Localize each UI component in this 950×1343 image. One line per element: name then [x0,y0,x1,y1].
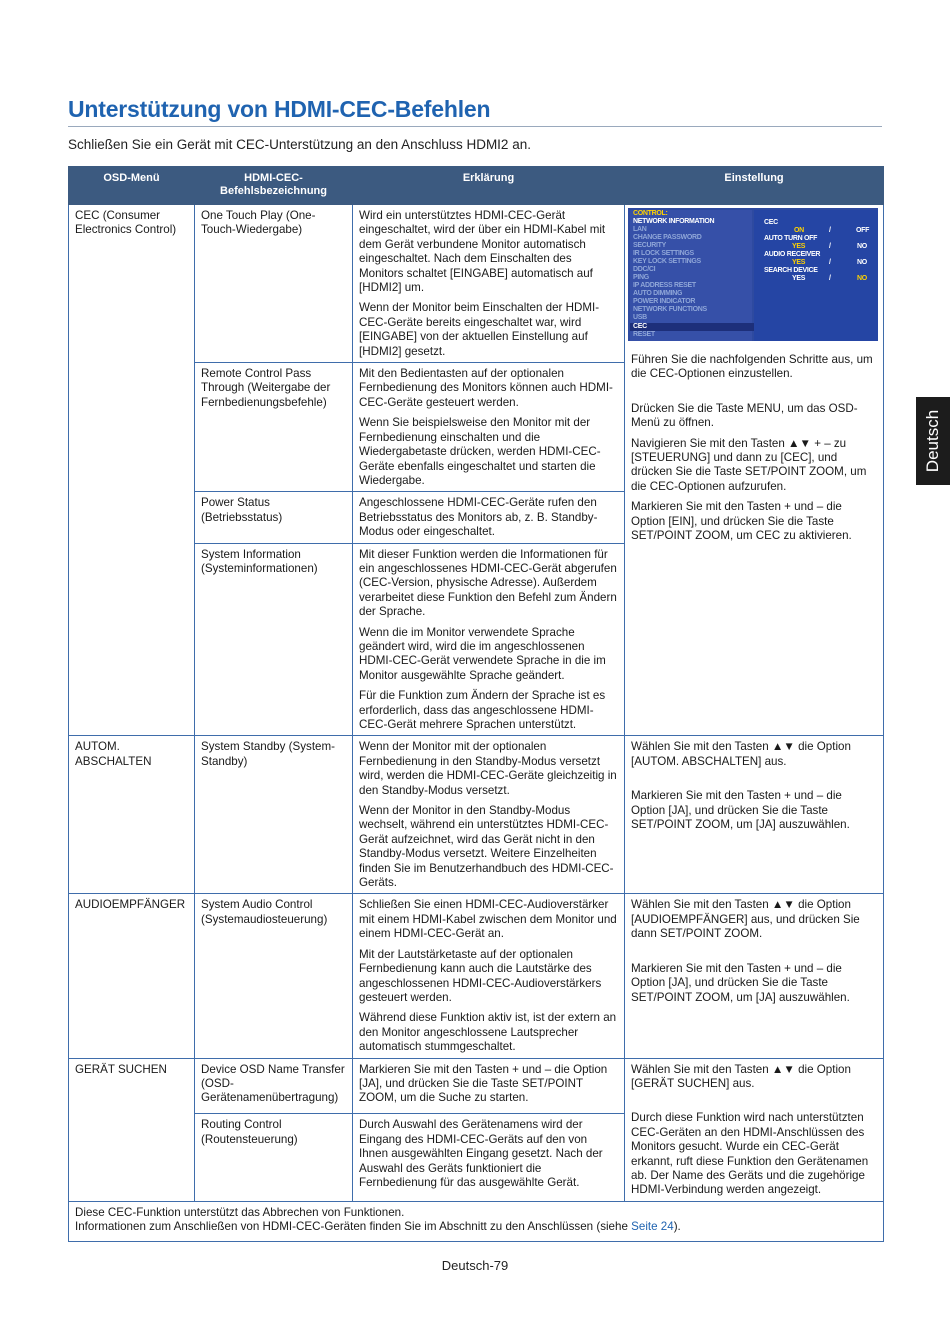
cmd-cell: Routing Control (Routensteuerung) [195,1114,353,1201]
setting-cell [625,736,884,894]
osd-cell-audio: AUDIOEMPFÄNGER [69,894,195,1058]
desc-cell [353,894,625,1058]
cmd-cell: Device OSD Name Transfer (OSD-Gerätenamenübertragung) [195,1058,353,1114]
footer-line: Diese CEC-Funktion unterstützt das Abbrechen von Funktionen. [75,1205,405,1219]
page-title: Unterstützung von HDMI-CEC-Befehlen [68,96,491,122]
desc-paragraph: Für die Funktion zum Ändern der Sprache ist es erforderlich, dass das angeschlossene HDMI-CEC-Gerät mehrere Sprachen unterstützt. [359,689,606,731]
desc-paragraph: Wenn die im Monitor verwendete Sprache geändert wird, wird die im angeschlossenen HDMI-CEC-Gerät verwendete Sprache in die im Monitor ausgewählte Sprache geändert. [359,625,606,682]
osd-cec-off: OFF [856,227,870,234]
osd-audio-receiver-label: AUDIO RECEIVER [764,251,821,258]
side-tab-label: Deutsch [923,409,942,473]
desc-paragraph: Mit den Bedientasten auf der optionalen Fernbedienung des Monitors können auch HDMI-CEC-Geräte gesteuert werden. [359,367,613,409]
osd-auto-turn-off-yes: YES [792,243,806,250]
osd-settings-panel [754,210,878,341]
osd-auto-turn-off-no: NO [857,243,867,250]
header-cmd: HDMI-CEC-Befehlsbezeichnung [195,167,353,205]
page-number: Deutsch-79 [441,1258,509,1273]
setting-paragraph: Markieren Sie mit den Tasten + und – die Option [JA], und drücken Sie die Taste SET/POINT ZOOM, um [JA] auszuwählen. [631,789,850,832]
osd-slash: / [829,243,831,250]
cmd-cell: System Standby (System-Standby) [195,736,353,894]
osd-menu-item: CONTROL: [633,210,668,217]
osd-selection-bar [630,323,754,331]
desc-paragraph: Markieren Sie mit den Tasten + und – die Option [JA], und drücken Sie die Taste SET/POINT ZOOM, um die Suche zu starten. [359,1062,608,1105]
setting-paragraph: Navigieren Sie mit den Tasten ▲▼ + – zu [STEUERUNG] und dann zu [CEC], und drücken Sie die Taste SET/POINT ZOOM, um die CEC-Optionen aufzurufen. [631,436,867,493]
osd-search-device-yes: YES [792,275,806,282]
cmd-cell: Remote Control Pass Through (Weitergabe der Fernbedienungsbefehle) [195,363,353,492]
footer-line [75,1220,877,1234]
osd-cell-geraet: GERÄT SUCHEN [69,1058,195,1201]
table-row [69,894,884,1058]
osd-audio-receiver-no: NO [857,259,867,266]
osd-menu-item: CEC [633,323,647,330]
osd-menu-item: PING [633,274,649,281]
osd-slash: / [829,275,831,282]
setting-paragraph: Markieren Sie mit den Tasten + und – die Option [EIN], und drücken Sie die Taste SET/POINT ZOOM, um CEC zu aktivieren. [631,500,852,543]
setting-paragraph: Wählen Sie mit den Tasten ▲▼ die Option [GERÄT SUCHEN] aus. [631,1062,851,1090]
footer-cell [69,1201,884,1241]
osd-menu-item: POWER INDICATOR [633,298,696,305]
osd-screenshot [628,208,878,341]
desc-paragraph: Mit dieser Funktion werden die Informationen für ein angeschlossenes HDMI-CEC-Gerät abgerufen (CEC-Version, physische Adresse). Außerdem verarbeitet diese Funktion den Befehl zum Ändern der Sprache. [359,547,617,619]
setting-paragraph: Drücken Sie die Taste MENU, um das OSD-Menü zu öffnen. [631,401,858,430]
desc-cell [353,205,625,363]
cmd-cell: System Audio Control (Systemaudiosteuerung) [195,894,353,1058]
desc-paragraph: Mit der Lautstärketaste auf der optionalen Fernbedienung kann auch die Lautstärke des angeschlossenen HDMI-CEC-Audioverstärkers gesteuert werden. [359,947,602,1004]
osd-cec-label: CEC [764,219,778,226]
language-side-tab [916,397,950,485]
desc-paragraph: Während diese Funktion aktiv ist, ist der extern an den Monitor angeschlossene Lautsprecher automatisch stummgeschaltet. [359,1011,617,1054]
table-row [69,736,884,894]
page-link[interactable]: Seite 24 [631,1220,674,1234]
subtitle: Schließen Sie ein Gerät mit CEC-Unterstützung an den Anschluss HDMI2 an. [68,137,531,152]
desc-paragraph: Wenn der Monitor mit der optionalen Fernbedienung in den Standby-Modus versetzt wird, werden die HDMI-CEC-Geräte gleichzeitig in den Standby-Modus versetzt. [359,740,617,797]
header-desc: Erklärung [353,167,625,205]
osd-search-device-label: SEARCH DEVICE [764,267,818,274]
osd-menu-item: IP ADDRESS RESET [633,282,696,289]
setting-cell [625,1058,884,1201]
table-row [69,205,884,363]
osd-menu-item: DDC/CI [633,266,656,273]
setting-cell [625,894,884,1058]
table-header-row [69,167,884,205]
desc-paragraph: Durch Auswahl des Gerätenamens wird der Eingang des HDMI-CEC-Geräts auf den von Ihnen ausgewählten Eingang gesetzt. Nach der Auswahl des Geräts funktioniert die Fernbedienung für das ausgewählte Gerät. [359,1118,603,1190]
osd-cec-on: ON [794,227,804,234]
osd-audio-receiver-yes: YES [792,259,806,266]
osd-auto-turn-off-label: AUTO TURN OFF [764,235,818,242]
desc-paragraph: Wenn der Monitor in den Standby-Modus wechselt, während ein unterstütztes HDMI-CEC-Gerät aufzeichnet, wird das Gerät nicht in den Standby-Modus versetzt. Weitere Einzelheiten finden Sie im Benutzerhandbuch des HDMI-CEC-Geräts. [359,804,614,890]
setting-paragraph: Durch diese Funktion wird nach unterstützten CEC-Geräten an den HDMI-Anschlüssen des Monitors gesucht. Wurde ein CEC-Gerät erkannt, ruft diese Funktion den Gerätenamen ab. Der Name des Geräts und die zugehörige HDMI-Verbindung werden angezeigt. [631,1111,869,1197]
osd-menu-item: IR LOCK SETTINGS [633,250,694,257]
cec-table [68,166,884,1242]
osd-menu-item: LAN [633,226,647,233]
title-divider [68,126,882,127]
osd-menu-item: NETWORK FUNCTIONS [633,306,707,313]
desc-paragraph: Angeschlossene HDMI-CEC-Geräte rufen den Betriebsstatus des Monitors ab, z. B. Standby-Modus oder eingeschaltet. [359,496,598,539]
desc-cell [353,543,625,736]
osd-menu-item: SECURITY [633,242,666,249]
setting-paragraph: Markieren Sie mit den Tasten + und – die Option [JA], und drücken Sie die Taste SET/POINT ZOOM, um [JA] auszuwählen. [631,961,850,1004]
cmd-cell: Power Status (Betriebsstatus) [195,492,353,543]
osd-menu-item: RESET [633,331,655,338]
osd-slash: / [829,227,831,234]
footer-text: ). [673,1220,681,1234]
desc-cell [353,363,625,492]
desc-paragraph: Wenn Sie beispielsweise den Monitor mit der Fernbedienung einschalten und die Wiedergabetaste drücken, werden HDMI-CEC-Geräte ebenfalls eingeschaltet und starten die Wiedergabe. [359,416,601,487]
footer-text: Informationen zum Anschließen von HDMI-CEC-Geräten finden Sie im Abschnitt zu den Anschlüssen (siehe [75,1220,632,1234]
desc-cell [353,492,625,543]
osd-slash: / [829,259,831,266]
setting-cell-cec [625,205,884,736]
setting-paragraph: Wählen Sie mit den Tasten ▲▼ die Option [AUDIOEMPFÄNGER] aus, und drücken Sie dann SET/POINT ZOOM. [631,898,860,941]
osd-search-device-no: NO [857,275,867,282]
osd-menu-item: AUTO DIMMING [633,290,683,297]
table-footer-row [69,1201,884,1241]
desc-cell [353,1058,625,1114]
desc-cell [353,1114,625,1201]
osd-menu-item: NETWORK INFORMATION [633,218,715,225]
setting-paragraph: Führen Sie die nachfolgenden Schritte aus, um die CEC-Optionen einzustellen. [631,353,873,381]
osd-menu-item: KEY LOCK SETTINGS [633,258,701,265]
header-setting: Einstellung [625,167,884,205]
cmd-cell: One Touch Play (One-Touch-Wiedergabe) [195,205,353,363]
desc-paragraph: Wird ein unterstütztes HDMI-CEC-Gerät eingeschaltet, wird der über ein HDMI-Kabel mit dem Gerät verbundene Monitor automatisch eingeschaltet. Nach dem Einschalten des Monitors schaltet [EINGABE] automatisch auf [HDMI2] um. [359,209,606,295]
header-osd: OSD-Menü [69,167,195,205]
osd-menu-panel [630,210,752,341]
table-row [69,1058,884,1114]
setting-paragraph: Wählen Sie mit den Tasten ▲▼ die Option [AUTOM. ABSCHALTEN] aus. [631,740,851,768]
osd-menu-item: USB [633,314,647,321]
cmd-cell: System Information (Systeminformationen) [195,543,353,736]
osd-cell-autom: AUTOM. ABSCHALTEN [69,736,195,894]
desc-paragraph: Wenn der Monitor beim Einschalten der HDMI-CEC-Geräte bereits eingeschaltet war, wird [EINGABE] von der aktuellen Einstellung auf [HDMI2] gesetzt. [359,301,600,358]
desc-cell [353,736,625,894]
osd-cell-cec: CEC (Consumer Electronics Control) [69,205,195,736]
desc-paragraph: Schließen Sie einen HDMI-CEC-Audioverstärker mit einem HDMI-Kabel zwischen dem Monitor und einem HDMI-CEC-Gerät an. [359,898,617,941]
osd-menu-item: CHANGE PASSWORD [633,234,702,241]
